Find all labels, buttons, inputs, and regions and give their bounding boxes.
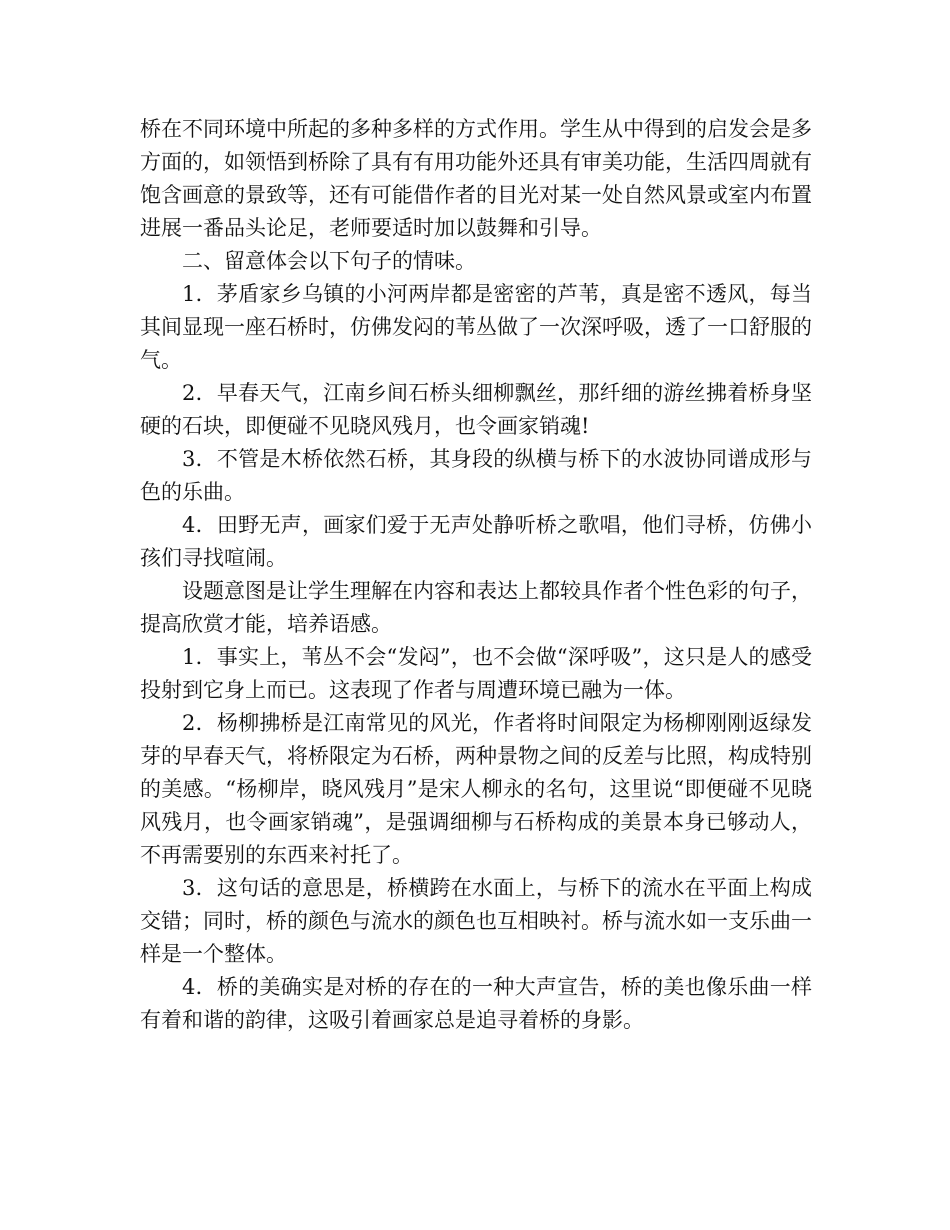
paragraph-continuation: 桥在不同环境中所起的多种多样的方式作用。学生从中得到的启发会是多方面的，如领悟到桥除了具有有用功能外还具有审美功能，生活四周就有饱含画意的景致等，还有可能借作者的目光对某一处自然风景或室内布置进展一番品头论足，老师要适时加以鼓舞和引导。 bbox=[140, 117, 812, 240]
sentence-item-3: 3．不管是木桥依然石桥，其身段的纵横与桥下的水波协同谱成形与色的乐曲。 bbox=[140, 447, 812, 504]
answer-item-2: 2．杨柳拂桥是江南常见的风光，作者将时间限定为杨柳刚刚返绿发芽的早春天气，将桥限定为石桥，两种景物之间的反差与比照，构成特别的美感。“杨柳岸，晓风残月”是宋人柳永的名句，这里说“即便碰不见晓风残月，也令画家销魂”，是强调细柳与石桥构成的美景本身已够动人，不再需要别的东西来衬托了。 bbox=[140, 711, 812, 867]
answer-item-4: 4．桥的美确实是对桥的存在的一种大声宣告，桥的美也像乐曲一样有着和谐的韵律，这吸引着画家总是追寻着桥的身影。 bbox=[140, 975, 812, 1032]
sentence-item-2: 2．早春天气，江南乡间石桥头细柳飘丝，那纤细的游丝拂着桥身坚硬的石块，即便碰不见晓风残月，也令画家销魂! bbox=[140, 381, 812, 438]
sentence-item-4: 4．田野无声，画家们爱于无声处静听桥之歌唱，他们寻桥，仿佛小孩们寻找喧闹。 bbox=[140, 513, 812, 570]
section-heading: 二、留意体会以下句子的情味。 bbox=[182, 249, 476, 273]
sentence-item-1: 1．茅盾家乡乌镇的小河两岸都是密密的芦苇，真是密不透风，每当其间显现一座石桥时，仿佛发闷的苇丛做了一次深呼吸，透了一口舒服的气。 bbox=[140, 282, 812, 372]
answer-item-3: 3．这句话的意思是，桥横跨在水面上，与桥下的流水在平面上构成交错；同时，桥的颜色与流水的颜色也互相映衬。桥与流水如一支乐曲一样是一个整体。 bbox=[140, 876, 812, 966]
design-intent-paragraph: 设题意图是让学生理解在内容和表达上都较具作者个性色彩的句子，提高欣赏才能，培养语感。 bbox=[140, 579, 812, 636]
answer-item-1: 1．事实上，苇丛不会“发闷”，也不会做“深呼吸”，这只是人的感受投射到它身上而已。这表现了作者与周遭环境已融为一体。 bbox=[140, 645, 812, 702]
document-body bbox=[140, 113, 812, 1037]
